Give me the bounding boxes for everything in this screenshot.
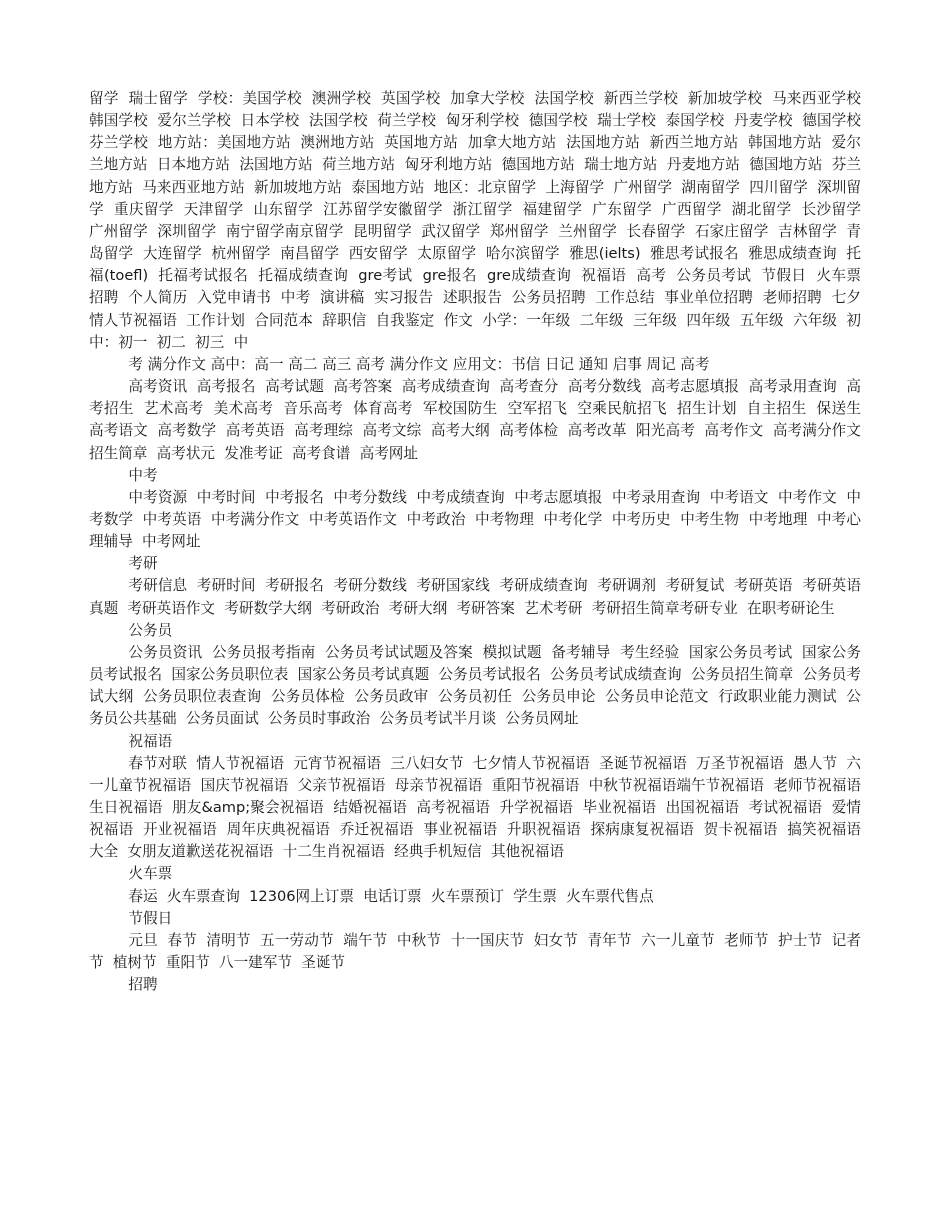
gaokao-link-list: 高考资讯 高考报名 高考试题 高考答案 高考成绩查询 高考查分 高考分数线 高考志愿填报 高考录用查询 高考招生 艺术高考 美术高考 音乐高考 体育高考 军校国防生 空军招飞 空乘民航招飞 招生计划 自主招生 保送生 高考语文 高考数学 高考英语 高考理综 高考文综 高考大纲 高考体检 高考改革 阳光高考 高考作文 高考满分作文 招生简章 高考状元 发准考证 高考食谱 高考网址	[89, 378, 871, 462]
section-heading-zhongkao: 中考	[128, 466, 158, 484]
kaoyan-link-list: 考研信息 考研时间 考研报名 考研分数线 考研国家线 考研成绩查询 考研调剂 考研复试 考研英语 考研英语真题 考研英语作文 考研数学大纲 考研政治 考研大纲 考研答案 艺术考研 考研招生简章考研专业 在职考研论生	[89, 577, 861, 617]
holidays-link-list: 元旦 春节 清明节 五一劳动节 端午节 中秋节 十一国庆节 妇女节 青年节 六一儿童节 老师节 护士节 记者节 植树节 重阳节 八一建军节 圣诞节	[89, 931, 861, 972]
train-tickets-link-list: 春运 火车票查询 12306网上订票 电话订票 火车票预订 学生票 火车票代售点	[128, 887, 654, 905]
line-gaokao-intro: 考 满分作文 高中：高一 高二 高三 高考 满分作文 应用文：书信 日记 通知 启事 周记 高考	[128, 355, 710, 373]
greetings-link-list: 春节对联 情人节祝福语 元宵节祝福语 三八妇女节 七夕情人节祝福语 圣诞节祝福语 万圣节祝福语 愚人节 六一儿童节祝福语 国庆节祝福语 父亲节祝福语 母亲节祝福语 重阳节祝福语 中秋节祝福语端午节祝福语 老师节祝福语 生日祝福语 朋友&amp;聚会祝福语 结婚祝福语 高考祝福语 升学祝福语 毕业祝福语 出国祝福语 考试祝福语 爱情祝福语 开业祝福语 周年庆典祝福语 乔迁祝福语 事业祝福语 升职祝福语 探病康复祝福语 贺卡祝福语 搞笑祝福语大全 女朋友道歉送花祝福语 十二生肖祝福语 经典手机短信 其他祝福语	[89, 754, 871, 861]
section-heading-kaoyan: 考研	[128, 555, 158, 573]
intro-link-list: 留学 瑞士留学 学校：美国学校 澳洲学校 英国学校 加拿大学校 法国学校 新西兰学校 新加坡学校 马来西亚学校 韩国学校 爱尔兰学校 日本学校 法国学校 荷兰学校 匈牙利学校 德国学校 瑞士学校 泰国学校 丹麦学校 德国学校 芬兰学校 地方站：美国地方站 澳洲地方站 英国地方站 加拿大地方站 法国地方站 新西兰地方站 韩国地方站 爱尔兰地方站 日本地方站 法国地方站 荷兰地方站 匈牙利地方站 德国地方站 瑞士地方站 丹麦地方站 德国地方站 芬兰地方站 马来西亚地方站 新加坡地方站 泰国地方站 地区：北京留学 上海留学 广州留学 湖南留学 四川留学 深圳留学 重庆留学 天津留学 山东留学 江苏留学安徽留学 浙江留学 福建留学 广东留学 广西留学 湖北留学 长沙留学 广州留学 深圳留学 南宁留学南京留学 昆明留学 武汉留学 郑州留学 兰州留学 长春留学 石家庄留学 吉林留学 青岛留学 大连留学 杭州留学 南昌留学 西安留学 太原留学 哈尔滨留学 雅思(ielts) 雅思考试报名 雅思成绩查询 托福(toefl) 托福考试报名 托福成绩查询 gre考试 gre报名 gre成绩查询 祝福语 高考 公务员考试 节假日 火车票 招聘 个人简历 入党申请书 中考 演讲稿 实习报告 述职报告 公务员招聘 工作总结 事业单位招聘 老师招聘 七夕情人节祝福语 工作计划 合同范本 辞职信 自我鉴定 作文 小学：一年级 二年级 三年级 四年级 五年级 六年级 初中：初一 初二 初三 中	[89, 90, 871, 351]
section-heading-civil-service: 公务员	[128, 621, 173, 639]
zhongkao-link-list: 中考资源 中考时间 中考报名 中考分数线 中考成绩查询 中考志愿填报 中考录用查询 中考语文 中考作文 中考数学 中考英语 中考满分作文 中考英语作文 中考政治 中考物理 中考化学 中考历史 中考生物 中考地理 中考心理辅导 中考网址	[89, 488, 861, 551]
section-heading-holidays: 节假日	[128, 909, 173, 927]
section-heading-train-tickets: 火车票	[128, 865, 173, 883]
section-heading-greetings: 祝福语	[128, 732, 173, 750]
section-heading-recruitment: 招聘	[128, 976, 158, 994]
civil-service-link-list: 公务员资讯 公务员报考指南 公务员考试试题及答案 模拟试题 备考辅导 考生经验 国家公务员考试 国家公务员考试报名 国家公务员职位表 国家公务员考试真题 公务员考试报名 公务员考试成绩查询 公务员招生简章 公务员考试大纲 公务员职位表查询 公务员体检 公务员政审 公务员初任 公务员申论 公务员申论范文 行政职业能力测试 公务员公共基础 公务员面试 公务员时事政治 公务员考试半月谈 公务员网址	[89, 643, 861, 728]
document-body	[89, 88, 871, 996]
